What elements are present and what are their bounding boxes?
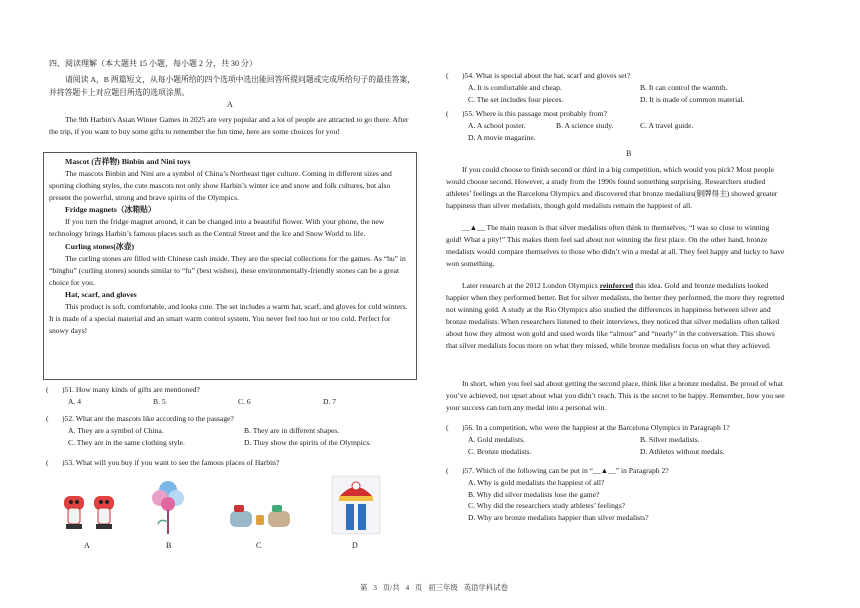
question-stem: )52. What are the mascots like according to the passage?: [62, 414, 234, 423]
option-b[interactable]: B. Silver medalists.: [640, 434, 700, 444]
picture-label-b: B: [166, 541, 172, 550]
gift-text-magnets: If you turn the fridge magnet around, it can be changed into a beautiful flower. With your phone, the new technology brings Harbin’s famous places such as the Central Street and the Ice and Snow World to life.: [49, 217, 385, 239]
gift-text-curling: The curling stones are filled with Chinese cash inside. They are the special collections for the games. As “hu” in “binghu” (curling stones) sounds similar to “fu” (best wishes), these environmentally-friendly stones can be a great choice for you.: [49, 254, 406, 287]
option-d[interactable]: D. They show the spirits of the Olympics.: [244, 437, 372, 447]
gift-text-hat: This product is soft, comfortable, and looks cute. The set includes a warm hat, scarf, and gloves for cold winters. It is made of a special material and an smart warm control system. You never feel too hot or too cold. Perfect for snowy days!: [49, 302, 408, 335]
passage-b-paragraph-2: __▲__ The main reason is that silver medalists often think to themselves, “I was so close to winning gold! What a pity!” This makes them feel sad about not winning the first place. On the other hand, bronze medalists would compare themselves to those who didn’t win a medal at all. They feel happy and lucky to have won something.: [446, 223, 785, 268]
option-c[interactable]: C. Why did the researchers study athletes’ feelings?: [468, 501, 626, 511]
option-c[interactable]: C. A travel guide.: [640, 120, 694, 130]
question-stem: )56. In a competition, who were the happiest at the Barcelona Olympics in Paragraph 1?: [462, 423, 730, 432]
passage-b-paragraph-4: In short, when you feel sad about getting the second place, think like a bronze medalist. Be proud of what you’ve achieved, not upset about what you didn’t reach. This is the secret to be happy. Remember, how you see your success can turn any medal into a personal win.: [446, 379, 785, 412]
option-d[interactable]: D. Athletes without medals.: [640, 446, 725, 456]
option-c[interactable]: C. The set includes four pieces.: [468, 94, 564, 104]
section-title: 四、阅读理解（本大题共 15 小题，每小题 2 分，共 30 分）: [49, 59, 257, 68]
page-footer: 第 3 页/共 4 页 初三年级 英语学科试卷: [360, 583, 509, 592]
option-a[interactable]: A. A school poster.: [468, 120, 526, 130]
curling-stones-picture[interactable]: [228, 497, 294, 531]
question-57: ( )57. Which of the following can be put in “__▲__” in Paragraph 2? A. Why is gold medalists the happiest of all? B. Why did silver medalists lose the game? C. Why did the researchers study athletes’ feelings? D. Why are bronze medalists happier than silver medalists?: [446, 465, 790, 524]
passage-b-label: B: [626, 149, 632, 158]
option-c[interactable]: C. They are in the same clothing style.: [68, 437, 185, 447]
gift-heading-hat: Hat, scarf, and gloves: [65, 290, 137, 300]
gift-list-box: [43, 152, 417, 380]
hat-scarf-gloves-picture[interactable]: [330, 474, 382, 536]
question-52: ( )52. What are the mascots like according to the passage? A. They are a symbol of China. B. They are in different shapes. C. They are in the same clothing style. D. They show the spirits of the Olympics.: [46, 413, 426, 448]
option-d[interactable]: D. A movie magazine.: [468, 132, 536, 142]
option-a[interactable]: A. They are a symbol of China.: [68, 425, 164, 435]
question-stem: )51. How many kinds of gifts are mentioned?: [62, 385, 200, 394]
passage-b-paragraph-1: If you could choose to finish second or third in a big competition, which would you pick? Most people would choose second. However, a study from the 1990s found something surprising. Researchers studied athletes’ feelings at the Barcelona Olympics and discovered that bronze medalists(铜牌得主) showed greater happiness than silver medalists, though gold medalists remain the happiest of all.: [446, 165, 778, 210]
picture-label-d: D: [352, 541, 358, 550]
question-53: ( )53. What will you buy if you want to see the famous places of Harbin?: [46, 458, 280, 467]
question-51: ( )51. How many kinds of gifts are mentioned? A. 4 B. 5 C. 6 D. 7: [46, 384, 418, 408]
keyword-reinforced: reinforced: [599, 281, 634, 290]
question-54: ( )54. What is special about the hat, scarf and gloves set? A. It is comfortable and cheap. B. It can control the warmth. C. The set includes four pieces. D. It is made of common material.: [446, 70, 786, 105]
option-b[interactable]: B. It can control the warmth.: [640, 82, 728, 92]
gift-text-mascot: The mascots Binbin and Nini are a symbol of China’s Northeast tiger culture. Coming in different sizes and sporting clothing styles, the cute mascots not only show Harbin’s winter ice and snow and folk cultures, but also present the powerful, strong and brave spirits of the Olympics.: [49, 169, 392, 202]
option-c[interactable]: C. Bronze medalists.: [468, 446, 532, 456]
gift-heading-mascot: Mascot (吉祥物) Binbin and Nini toys: [65, 157, 191, 166]
section-instructions: 请阅读 A，B 两篇短文，从每小题所给的四个选项中选出能回答所提问题或完成所给句子的最佳答案，并将答题卡上对应题目所选的选项涂黑。: [49, 75, 415, 98]
passage-a-label: A: [227, 100, 233, 109]
question-stem: )53. What will you buy if you want to see the famous places of Harbin?: [62, 458, 280, 467]
gift-heading-magnets: Fridge magnets（冰箱贴）: [65, 205, 156, 215]
question-stem: )55. Where is this passage most probably from?: [462, 109, 607, 118]
option-d[interactable]: D. It is made of common material.: [640, 94, 745, 104]
option-a[interactable]: A. It is comfortable and cheap.: [468, 82, 562, 92]
option-b[interactable]: B. Why did silver medalists lose the game?: [468, 489, 600, 499]
option-b[interactable]: B. 5: [153, 396, 166, 406]
option-b[interactable]: B. They are in different shapes.: [244, 425, 340, 435]
question-stem: )57. Which of the following can be put in “__▲__” in Paragraph 2?: [462, 466, 669, 475]
paragraph-2-blank: __▲__: [462, 223, 485, 232]
fridge-magnet-flower-picture[interactable]: [148, 476, 188, 536]
gift-heading-curling: Curling stones(冰壶): [65, 241, 135, 251]
picture-label-c: C: [256, 541, 262, 550]
option-d[interactable]: D. Why are bronze medalists happier than silver medalists?: [468, 513, 649, 523]
option-a[interactable]: A. 4: [68, 396, 82, 406]
option-a[interactable]: A. Gold medalists.: [468, 434, 525, 444]
passage-b-paragraph-3: Later research at the 2012 London Olympics reinforced this idea. Gold and bronze medalists looked happier when they performed better. But for silver medalists, the better they performed, the more they regretted not winning gold. A study at the Rio Olympics also studied the differences in happiness between silver and bronze medalists. When researchers listened to their interviews, they noticed that silver medalists often talked about how they almost won gold and used words like “almost” and “nearly” in the conversation. This shows that silver medalists focus more on what they missed, while bronze medalists focus on what they achieved.: [446, 281, 785, 350]
question-56: ( )56. In a competition, who were the happiest at the Barcelona Olympics in Paragraph 1? A. Gold medalists. B. Silver medalists. C. Bronze medalists. D. Athletes without medals.: [446, 422, 790, 457]
option-c[interactable]: C. 6: [238, 396, 251, 406]
option-b[interactable]: B. A science study.: [556, 120, 614, 130]
passage-a-intro: The 9th Harbin's Asian Winter Games in 2025 are very popular and a lot of people are attracted to go there. After the trip, if you want to buy some gifts to remember the fun time, here are some choices for you!: [49, 115, 409, 136]
question-stem: )54. What is special about the hat, scarf and gloves set?: [462, 71, 631, 80]
picture-label-a: A: [84, 541, 90, 550]
question-55: ( )55. Where is this passage most probably from? A. A school poster. B. A science study. C. A travel guide. D. A movie magazine.: [446, 108, 786, 143]
option-a[interactable]: A. Why is gold medalists the happiest of all?: [468, 477, 605, 487]
option-d[interactable]: D. 7: [323, 396, 337, 406]
mascot-toys-picture[interactable]: [60, 490, 124, 532]
